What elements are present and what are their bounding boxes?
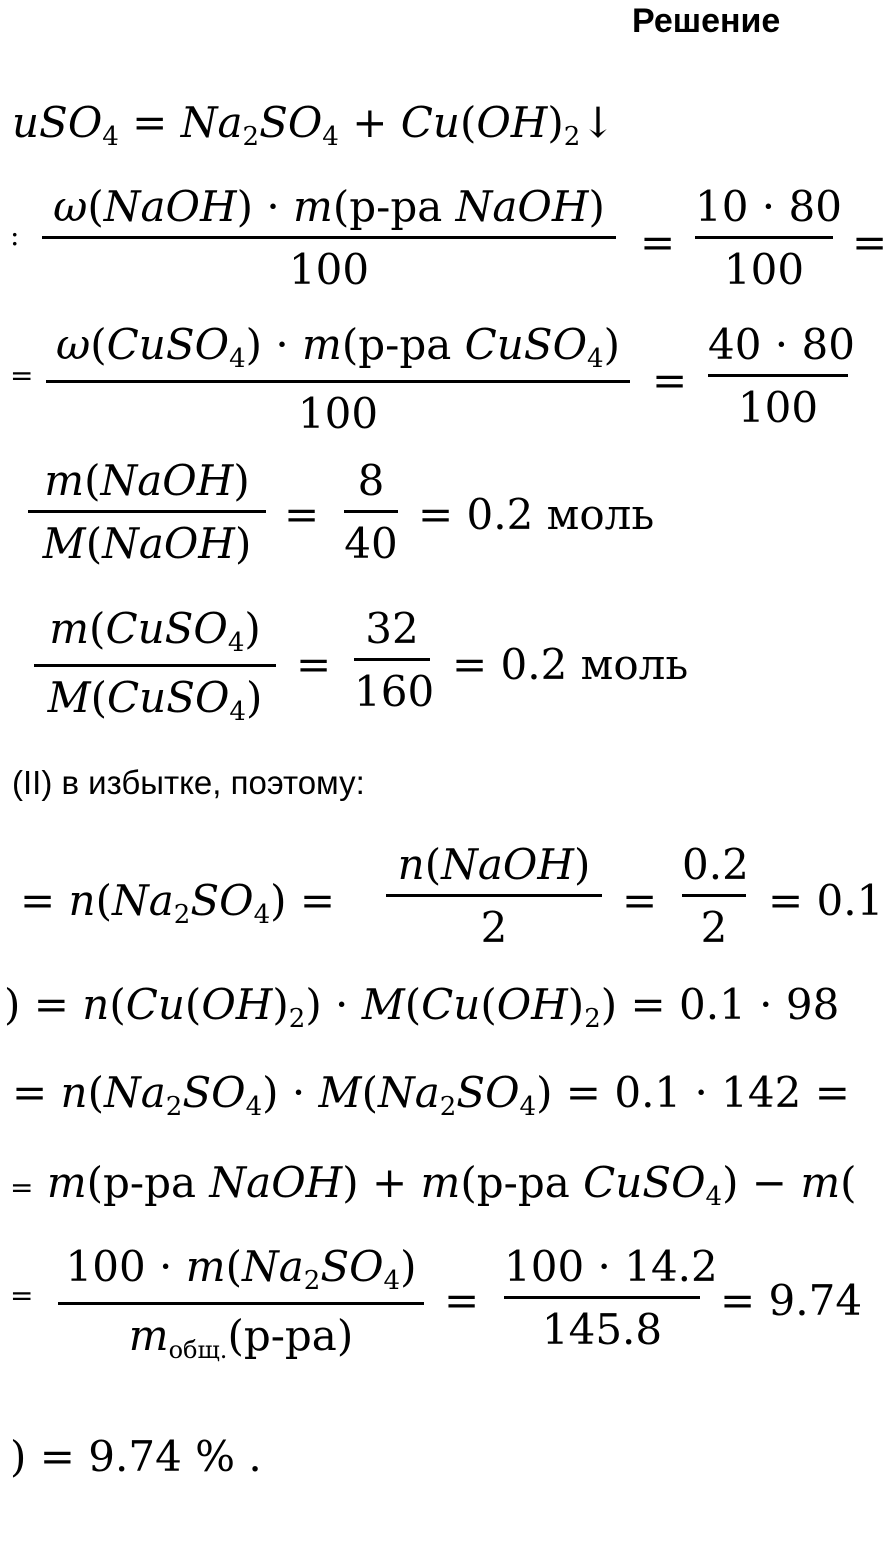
w-fraction: $100 \cdot m(Na_2SO_4)$ $m_{общ.}(р-ра)$ bbox=[58, 1246, 424, 1362]
n-na2so4-fraction: n(NaOH) 2 bbox=[386, 844, 602, 949]
n-na2so4-lhs: = $n(Na_2SO_4)$ = bbox=[20, 876, 336, 930]
reaction-equation: $uSO_4 = Na_2SO_4$ + $Cu(OH)_2↓$ bbox=[12, 98, 616, 152]
n-naoh-result: = 0.2 моль bbox=[418, 490, 655, 539]
n-na2so4-values: 0.2 2 bbox=[682, 840, 749, 952]
n-cuso4-values: 32 160 bbox=[354, 604, 435, 716]
m-total-line: = m(р-ра NaOH) + m(р-ра CuSO$_4$) − m( bbox=[10, 1158, 857, 1212]
n-naoh-fraction: m(NaOH) M(NaOH) bbox=[28, 460, 266, 565]
n-cuso4-fraction: m(CuSO$_4$) M(CuSO$_4$) bbox=[34, 608, 276, 725]
m-naoh-fraction: ω(NaOH) · m(р-ра NaOH) 100 bbox=[42, 186, 616, 291]
w-result: = 9.74 bbox=[720, 1276, 863, 1325]
m-cuso4-fraction: ω(CuSO$_4$) · m(р-ра CuSO$_4$) 100 bbox=[46, 324, 630, 435]
m-cuoh2-line: ) = $n(Cu(OH)_2) \cdot M(Cu(OH)_2) = 0.1 \cdot 98$ bbox=[4, 980, 840, 1034]
n-na2so4-result: = 0.1 bbox=[768, 876, 884, 925]
m-naoh-values: 10 · 80 100 bbox=[695, 182, 842, 294]
final-answer: ) = 9.74 % . bbox=[10, 1432, 262, 1481]
page-title: Решение bbox=[632, 2, 781, 40]
n-naoh-values: 8 40 bbox=[344, 456, 398, 568]
w-values: 100 · 14.2 145.8 bbox=[504, 1242, 718, 1354]
m-cuso4-values: 40 · 80 100 bbox=[708, 320, 855, 432]
m-na2so4-line: = $n(Na_2SO_4) \cdot M(Na_2SO_4) = 0.1 \cdot 142$ = bbox=[12, 1068, 850, 1122]
excess-note: (II) в избытке, поэтому: bbox=[12, 764, 365, 801]
n-cuso4-result: = 0.2 моль bbox=[452, 640, 689, 689]
